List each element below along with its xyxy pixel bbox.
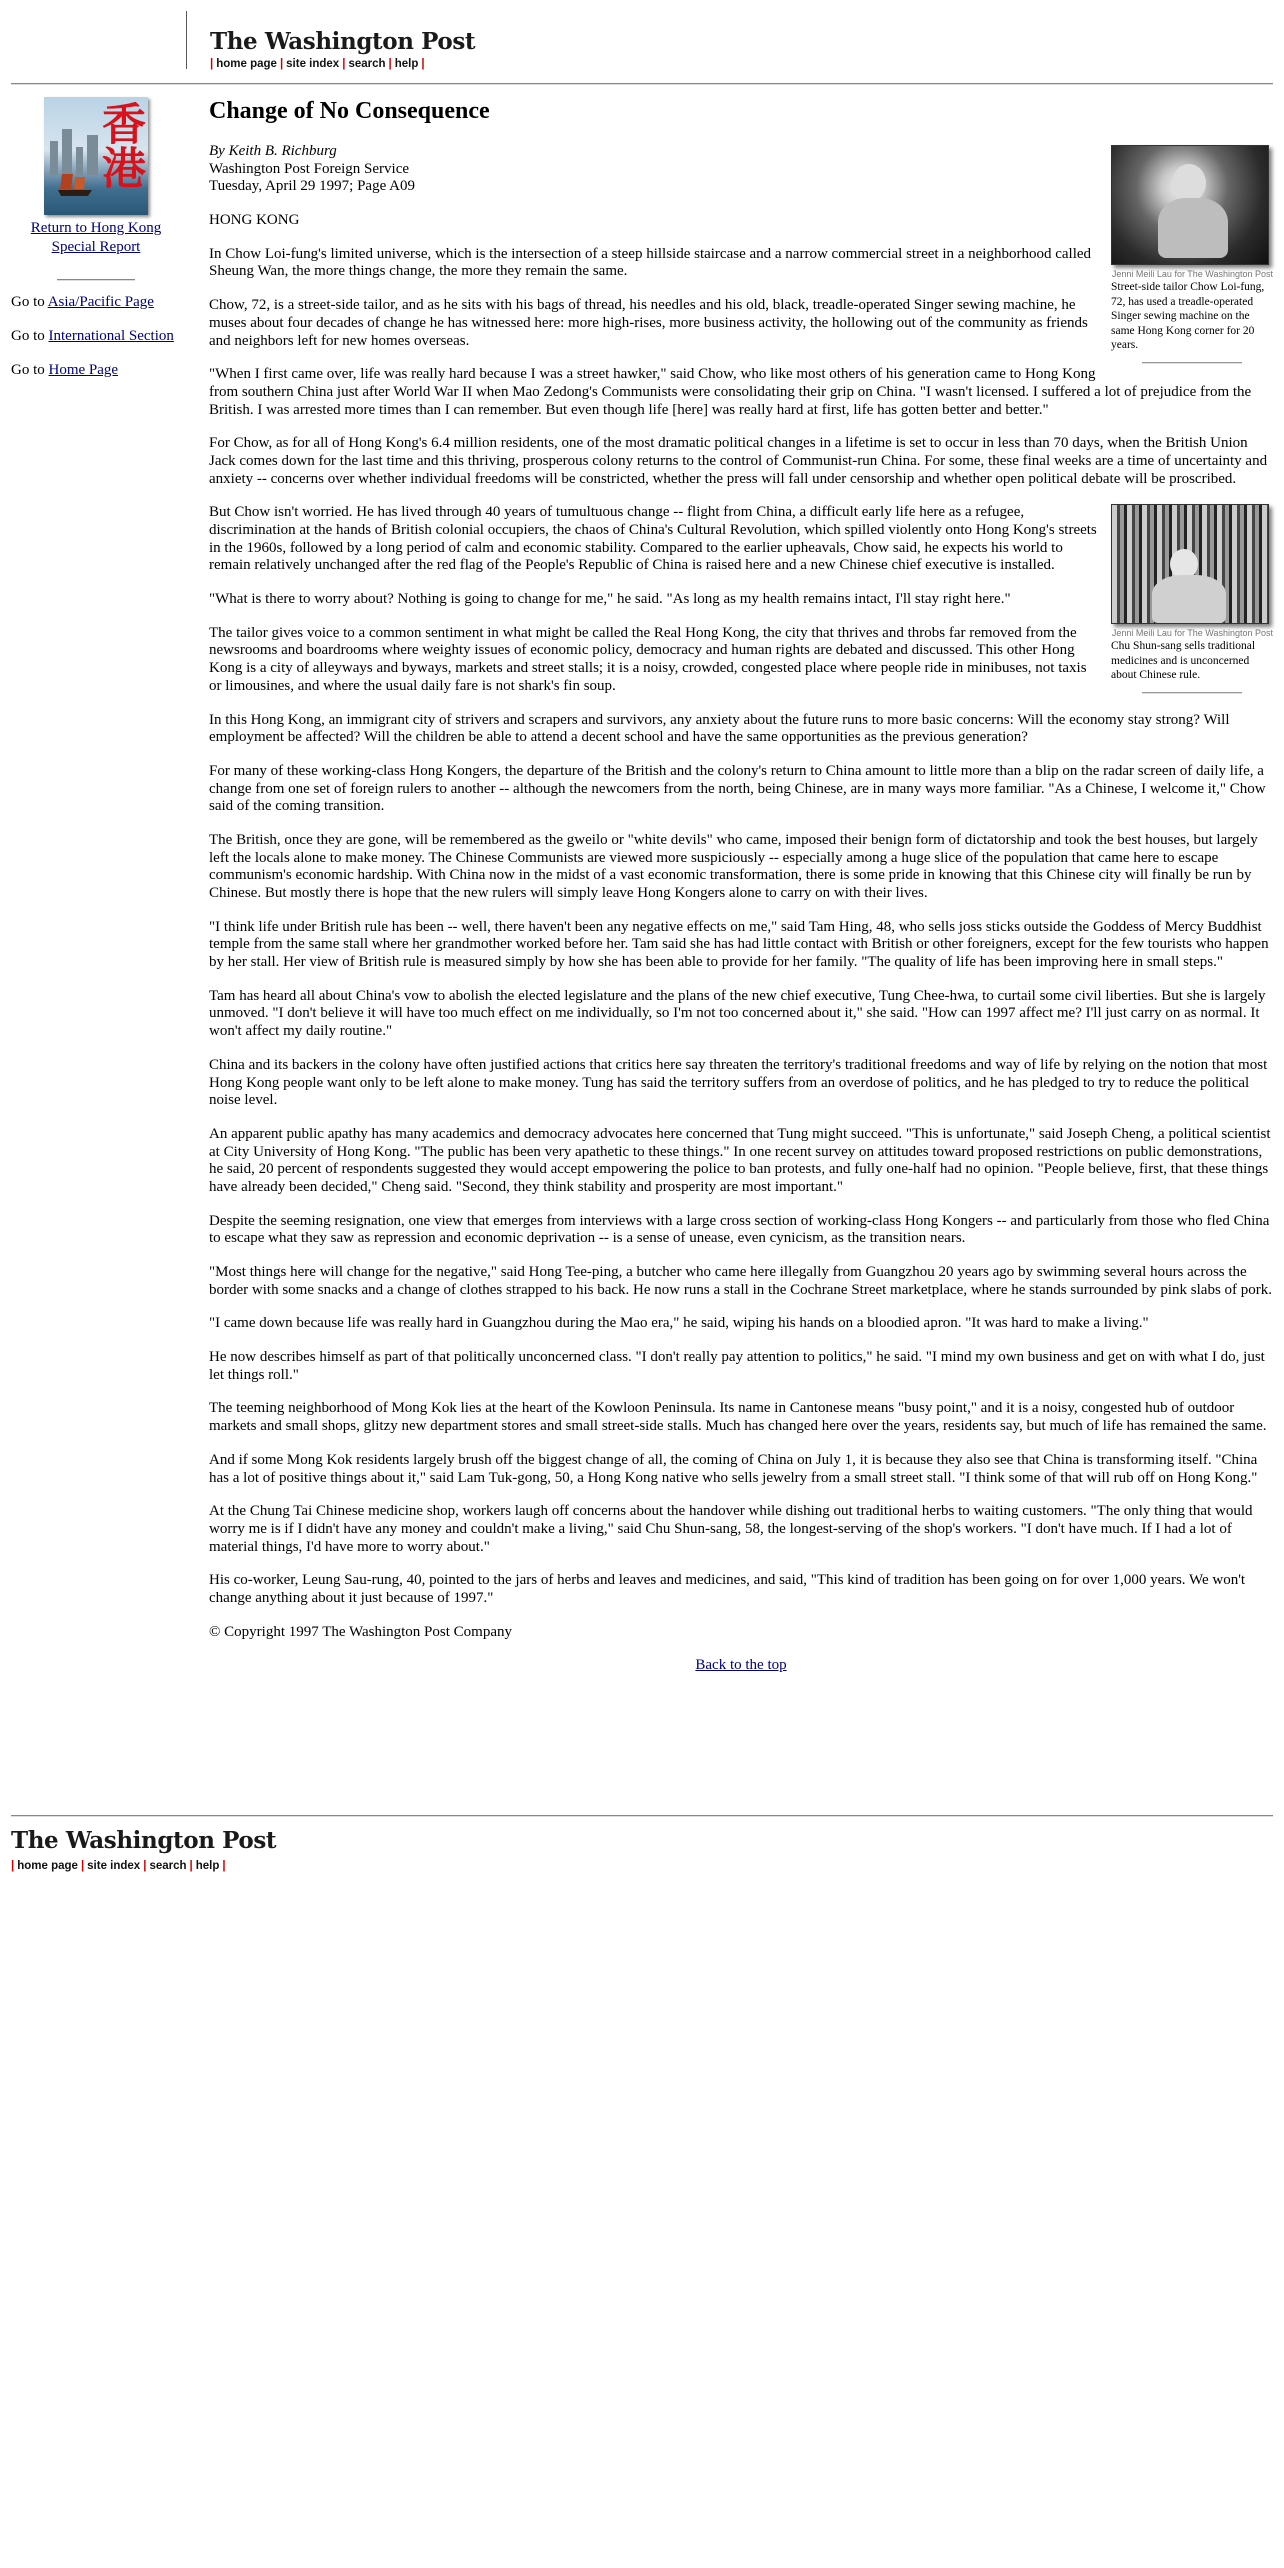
- nav-site-index[interactable]: site index: [286, 58, 340, 70]
- nav-help[interactable]: help: [195, 1860, 220, 1872]
- photo-subject: [1158, 198, 1228, 258]
- goto-prefix: Go to: [11, 362, 45, 378]
- footer-rule: [11, 1815, 1273, 1817]
- article-paragraph: For Chow, as for all of Hong Kong's 6.4 million residents, one of the most dramatic political changes in a lifetime is set to occur in less than 70 days, when the British Union Jack comes down for the last time and this thriving, prosperous colony returns to the control of Communist-run China. For some, these final weeks are a time of uncertainty and anxiety -- concerns over whether individual freedoms will be constricted, whether the press will fall under censorship and whether open political debate will be proscribed.: [209, 435, 1268, 487]
- photo-credit: Jenni Meili Lau for The Washington Post: [1111, 628, 1273, 639]
- page-header: [0, 0, 1284, 84]
- article-paragraph: In this Hong Kong, an immigrant city of strivers and scrapers and survivors, any anxiety about the future runs to more basic concerns: Will the economy stay strong? Will employment be affected? Will the children be able to attend a decent school and have the same opportunities as the previous generation?: [209, 711, 1230, 746]
- article-paragraph: "Most things here will change for the negative," said Hong Tee-ping, a butcher who came here illegally from Guangzhou 20 years ago by swimming several hours across the border with some snacks and a change of clothes strapped to his back. He now runs a stall in the Cochrane Street marketplace, where he stands surrounded by pink slabs of pork.: [209, 1264, 1273, 1298]
- goto-asia-pacific: [11, 293, 181, 311]
- article-paragraph: "I think life under British rule has been -- well, there haven't been any negative effects on me," said Tam Hing, 48, who sells joss sticks outside the Goddess of Mercy Buddhist temple from the same stall where her grandmother worked before her. Tam said she has had little contact with British or other foreigners, except for the few tourists who happen by her stall. Her view of British rule is measured simply by how she has been able to provide for her family. "The quality of life has been improving here in small steps.": [209, 918, 1269, 971]
- article-paragraph: The British, once they are gone, will be remembered as the gweilo or "white devils" who came, imposed their benign form of dictatorship and took the best houses, but largely left the locals alone to make money. The Chinese Communists are viewed more suspiciously -- especially among a huge slice of the population that came here to escape communism's economic hardship. With China now in the midst of a vast economic transformation, there is some pride in knowing that this Chinese city will finally be run by Chinese. But mostly there is hope that the new rulers will simply leave Hong Kongers alone to carry on with their lives.: [209, 831, 1258, 901]
- asia-pacific-page-link[interactable]: Asia/Pacific Page: [47, 294, 154, 310]
- sidebar: [11, 97, 181, 395]
- photo-caption: Chu Shun-sang sells traditional medicines and is unconcerned about Chinese rule.: [1111, 640, 1256, 682]
- nav-separator: |: [222, 1860, 226, 1872]
- photo-figure-tailor: [1111, 145, 1273, 364]
- article-paragraph: He now describes himself as part of that politically unconcerned class. "I don't really pay attention to politics," he said. "I mind my own business and get on with what I do, just let things roll.": [209, 1349, 1265, 1383]
- special-report-link-block: [11, 219, 181, 257]
- washington-post-logo[interactable]: The Washington Post: [210, 28, 476, 55]
- hong-kong-report-image[interactable]: [44, 97, 148, 215]
- article-paragraph: The tailor gives voice to a common sentiment in what might be called the Real Hong Kong, the city that thrives and throbs far removed from the newsrooms and boardrooms where weighty issues of economic policy, democracy and human rights are debated and discussed. This other Hong Kong is a city of alleyways and byways, markets and street stalls; it is a noisy, crowded, congested place where people ride in minibuses, not taxis or limousines, and where the usual daily fare is not shark's fin soup.: [209, 624, 1087, 694]
- skyline-building: [50, 141, 58, 175]
- goto-prefix: Go to: [11, 294, 45, 310]
- photo-subject: [1172, 164, 1206, 202]
- article-paragraph: Despite the seeming resignation, one view that emerges from interviews with a large cross section of working-class Hong Kongers -- and particularly from those who fled China to escape what they saw as repression and economic deprivation -- is a sense of unease, even cynicism, as the transition nears.: [209, 1212, 1270, 1247]
- article-paragraph: An apparent public apathy has many academics and democracy advocates here concerned that Tung might succeed. "This is unfortunate," said Joseph Cheng, a political scientist at City University of Hong Kong. "The public has been very apathetic to these things." In one recent survey on attitudes toward proposed restrictions on public demonstrations, he said, 20 percent of respondents suggested they would accept empowering the police to ban protests, and fully one-half had no opinion. "People believe, first, that these things have already been decided," Cheng said. "Second, they think stability and prosperity are most important.": [209, 1125, 1271, 1195]
- back-to-top-link[interactable]: Back to the top: [695, 1657, 787, 1674]
- article-paragraph: Tam has heard all about China's vow to abolish the elected legislature and the plans of the new chief executive, Tung Chee-hwa, to curtail some civil liberties. But she is largely unmoved. "I don't believe it will have too much effect on me individually, so I'm not too concerned about it," she said. "How can 1997 affect me? I'll just carry on as normal. It won't affect my daily routine.": [209, 987, 1266, 1040]
- photo-subject: [1152, 575, 1226, 623]
- goto-international: [11, 327, 181, 345]
- dateline: HONG KONG: [209, 212, 300, 229]
- page-footer: [11, 1827, 276, 1873]
- article-paragraph: Chow, 72, is a street-side tailor, and as he sits with his bags of thread, his needles and his old, black, treadle-operated Singer sewing machine, he muses about four decades of change he has witnessed here: more high-rises, more business activity, the hollowing out of the community as friends and neighbors left for new homes overseas.: [209, 297, 1088, 349]
- article: [209, 97, 1273, 1675]
- copyright-notice: © Copyright 1997 The Washington Post Company: [209, 1623, 512, 1640]
- photo-credit: Jenni Meili Lau for The Washington Post: [1111, 269, 1273, 279]
- hong-kong-characters-icon: 香港: [94, 101, 145, 189]
- nav-separator: |: [388, 58, 392, 70]
- article-paragraph: "When I first came over, life was really hard because I was a street hawker," said Chow, who like most others of his generation came to Hong Kong from southern China just after World War II when Mao Zedong's Communists were consolidating their grip on China. "I wasn't licensed. I suffered a lot of prejudice from the British. I was arrested more times than I can remember. But even though life [here] was really hard at first, life has gotten better and better.": [209, 366, 1252, 418]
- tailor-photo[interactable]: [1111, 145, 1269, 265]
- date-and-page: Tuesday, April 29 1997; Page A09: [209, 178, 415, 195]
- nav-separator: |: [189, 1860, 193, 1872]
- medicine-shop-photo[interactable]: [1111, 504, 1269, 624]
- article-paragraph: For many of these working-class Hong Kongers, the departure of the British and the colony's return to China amount to little more than a blip on the radar screen of daily life, a change from one set of foreign rulers to another -- although the newcomers from the north, being Chinese, are in many ways more familiar. "As a Chinese, I welcome it," Chow said of the coming transition.: [209, 762, 1266, 815]
- photo-figure-medicine: [1111, 504, 1273, 694]
- sidebar-rule: [57, 279, 135, 281]
- back-to-top-block: [209, 1657, 1273, 1675]
- nav-site-index[interactable]: site index: [87, 1860, 141, 1872]
- header-divider: [186, 11, 187, 69]
- article-paragraph: His co-worker, Leung Sau-rung, 40, pointed to the jars of herbs and leaves and medicines, and said, "This kind of tradition has been going on for over 1,000 years. We won't change anything about it just because of 1997.": [209, 1572, 1246, 1606]
- header-nav: [210, 57, 428, 71]
- nav-home-page[interactable]: home page: [17, 1860, 78, 1872]
- nav-search[interactable]: search: [348, 58, 386, 70]
- nav-separator: |: [342, 58, 346, 70]
- home-page-link[interactable]: Home Page: [48, 362, 119, 378]
- nav-search[interactable]: search: [149, 1860, 187, 1872]
- photo-caption: Street-side tailor Chow Loi-fung, 72, has used a treadle-operated Singer sewing machine on the same Hong Kong corner for 20 years.: [1111, 281, 1265, 351]
- nav-help[interactable]: help: [394, 58, 419, 70]
- article-paragraph: The teeming neighborhood of Mong Kok lies at the heart of the Kowloon Peninsula. Its name in Cantonese means "busy point," and it is a noisy, congested hub of outdoor markets and small shops, glitzy new department stores and small street-side stalls. Much has changed here over the years, residents say, but much of life has remained the same.: [209, 1400, 1267, 1435]
- international-section-link[interactable]: International Section: [48, 328, 174, 344]
- junk-boat-icon: [58, 171, 92, 197]
- nav-home-page[interactable]: home page: [216, 58, 277, 70]
- nav-separator: |: [421, 58, 425, 70]
- figure-rule: [1142, 692, 1242, 694]
- article-paragraph: And if some Mong Kok residents largely brush off the biggest change of all, the coming of China on July 1, it is because they also see that China is transforming itself. "China has a lot of positive things about it," said Lam Tuk-gong, 50, a Hong Kong native who sells jewelry from a small street stall. "I think some of that will rub off on Hong Kong.": [209, 1451, 1258, 1486]
- footer-nav: [11, 1859, 276, 1873]
- news-service: Washington Post Foreign Service: [209, 160, 410, 177]
- nav-separator: |: [143, 1860, 147, 1872]
- nav-separator: |: [80, 1860, 85, 1872]
- return-to-special-report-link[interactable]: Return to Hong Kong Special Report: [30, 220, 162, 255]
- skyline-building: [62, 129, 72, 175]
- article-paragraph: "I came down because life was really hard in Guangzhou during the Mao era," he said, wiping his hands on a bloodied apron. "It was hard to make a living.": [209, 1315, 1149, 1332]
- article-headline: Change of No Consequence: [209, 98, 490, 124]
- goto-home: [11, 361, 181, 379]
- washington-post-logo[interactable]: The Washington Post: [11, 1827, 277, 1854]
- nav-separator: |: [11, 1860, 15, 1872]
- article-paragraph: China and its backers in the colony have often justified actions that critics here say threaten the territory's traditional freedoms and way of life by relying on the notion that most Hong Kong people want only to be left alone to make money. Tung has said the territory suffers from an overdose of politics, and he has pledged to try to reduce the political noise level.: [209, 1056, 1268, 1109]
- article-paragraph: "What is there to worry about? Nothing is going to change for me," he said. "As long as my health remains intact, I'll stay right here.": [209, 591, 1011, 608]
- byline: By Keith B. Richburg: [209, 143, 337, 159]
- nav-separator: |: [210, 58, 214, 70]
- figure-rule: [1142, 362, 1242, 364]
- article-paragraph: In Chow Loi-fung's limited universe, which is the intersection of a steep hillside staircase and a narrow commercial street in a neighborhood called Sheung Wan, the more things change, the more they remain the same.: [209, 245, 1092, 280]
- article-paragraph: But Chow isn't worried. He has lived through 40 years of tumultuous change -- flight from China, a difficult early life here as a refugee, discrimination at the hands of British colonial occupiers, the chaos of China's Cultural Revolution, which spilled violently onto Hong Kong's streets in the 1960s, followed by a long period of calm and economic stability. Compared to the earlier upheavals, Chow said, he expects his world to remain relatively unchanged after the red flag of the People's Republic of China is raised here and a new Chinese chief executive is installed.: [209, 504, 1097, 574]
- nav-separator: |: [279, 58, 284, 70]
- header-rule: [11, 83, 1273, 85]
- article-paragraph: At the Chung Tai Chinese medicine shop, workers laugh off concerns about the handover while dishing out traditional herbs to waiting customers. "The only thing that would worry me is if I didn't have any money and couldn't make a living," said Chu Shun-sang, 58, the longest-serving of the shop's workers. "I don't have much. If I had a lot of material things, I'd have more to worry about.": [209, 1503, 1253, 1555]
- goto-prefix: Go to: [11, 328, 45, 344]
